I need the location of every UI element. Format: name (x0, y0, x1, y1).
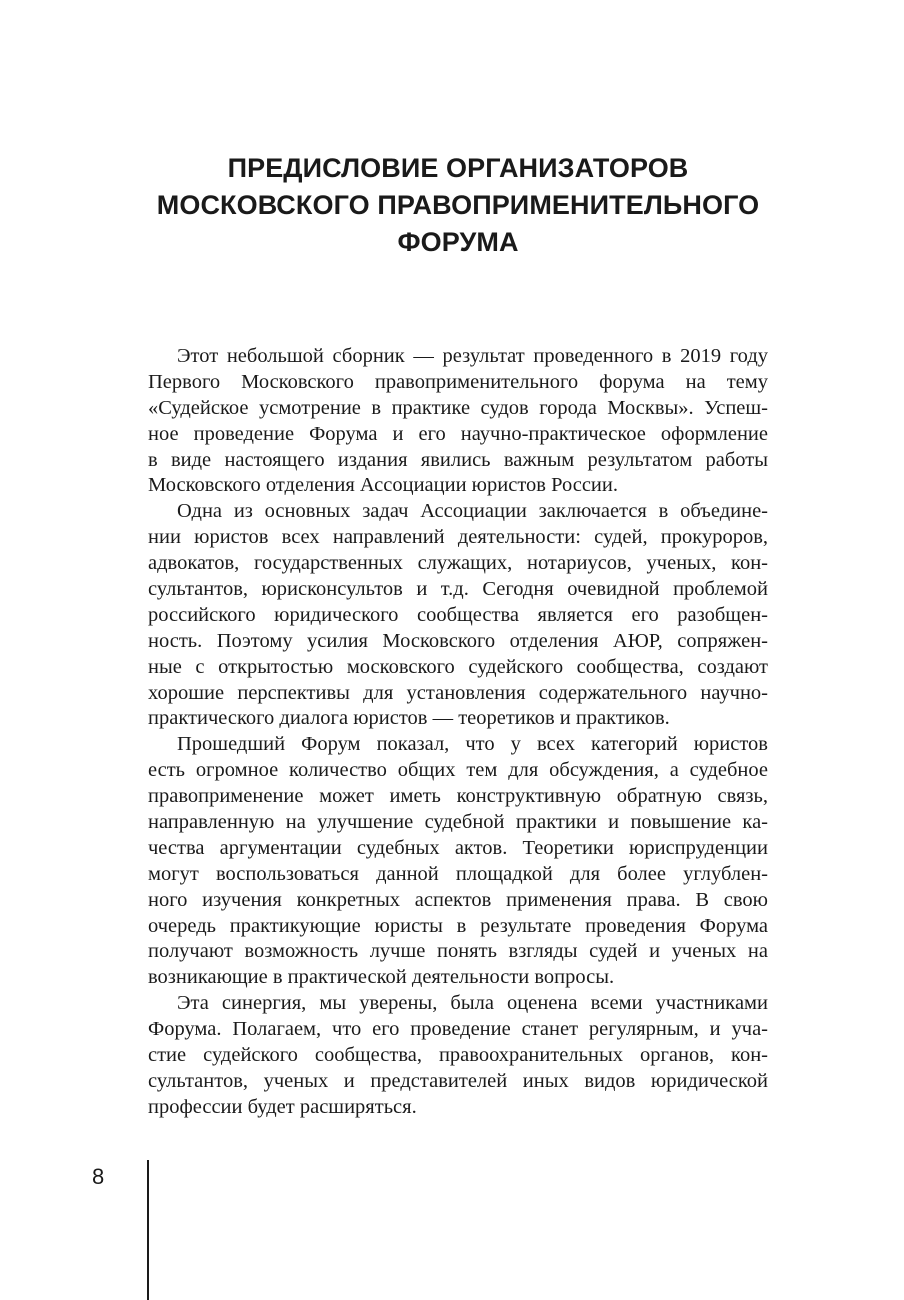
text-line: Форума. Полагаем, что его проведение станет регулярным, и уча- (148, 1018, 768, 1041)
text-line: ность. Поэтому усилия Московского отделения АЮР, сопряжен- (148, 629, 768, 652)
text-line: профессии будет расширяться. (148, 1095, 417, 1118)
text-line: Этот небольшой сборник — результат проведенного в 2019 году (177, 345, 768, 367)
text-line: есть огромное количество общих тем для обсуждения, а судебное (148, 759, 768, 782)
page-number: 8 (92, 1164, 105, 1189)
paragraph (148, 499, 768, 732)
text-line: сультантов, ученых и представителей иных видов юридической (148, 1069, 768, 1092)
text-line: нии юристов всех направлений деятельности: судей, прокуроров, (148, 526, 768, 549)
text-line: Одна из основных задач Ассоциации заключается в объедине- (177, 500, 768, 523)
title-line: ФОРУМА (397, 227, 519, 257)
text-line: ного изучения конкретных аспектов применения права. В свою (148, 888, 768, 911)
text-line: направленную на улучшение судебной практики и повышение ка- (148, 811, 768, 834)
text-line: стие судейского сообщества, правоохранительных органов, кон- (148, 1044, 768, 1067)
text-line: чества аргументации судебных актов. Теоретики юриспруденции (148, 836, 768, 859)
paragraph (148, 732, 768, 991)
paragraph (148, 991, 768, 1120)
text-line: в виде настоящего издания явились важным результатом работы (148, 448, 768, 471)
text-line: ные с открытостью московского судейского сообщества, создают (148, 655, 768, 678)
text-line: ное проведение Форума и его научно-практическое оформление (148, 422, 768, 445)
text-line: Московского отделения Ассоциации юристов России. (148, 474, 618, 497)
margin-rule (147, 1160, 149, 1300)
body-text (148, 344, 768, 1121)
text-line: получают возможность лучше понять взгляды судей и ученых на (148, 940, 768, 963)
text-line: Прошедший Форум показал, что у всех категорий юристов (177, 733, 768, 756)
text-line: практического диалога юристов — теоретиков и практиков. (148, 707, 670, 730)
text-line: хорошие перспективы для установления содержательного научно- (148, 681, 768, 704)
page-title (100, 150, 816, 261)
text-line: правоприменение может иметь конструктивную обратную связь, (148, 785, 768, 808)
text-line: «Судейское усмотрение в практике судов города Москвы». Успеш- (148, 396, 768, 419)
paragraph (148, 344, 768, 499)
text-line: Первого Московского правоприменительного форума на тему (148, 370, 768, 393)
text-line: очередь практикующие юристы в результате проведения Форума (148, 914, 768, 937)
text-line: сультантов, юрисконсультов и т.д. Сегодня очевидной проблемой (148, 578, 768, 601)
text-line: Эта синергия, мы уверены, была оценена всеми участниками (177, 992, 768, 1015)
text-line: российского юридического сообщества является его разобщен- (148, 603, 768, 626)
text-line: возникающие в практической деятельности вопросы. (148, 966, 615, 989)
title-line: МОСКОВСКОГО ПРАВОПРИМЕНИТЕЛЬНОГО (156, 190, 760, 220)
title-line: ПРЕДИСЛОВИЕ ОРГАНИЗАТОРОВ (227, 153, 689, 183)
text-line: могут воспользоваться данной площадкой для более углублен- (148, 862, 768, 885)
text-line: адвокатов, государственных служащих, нотариусов, ученых, кон- (148, 552, 768, 575)
